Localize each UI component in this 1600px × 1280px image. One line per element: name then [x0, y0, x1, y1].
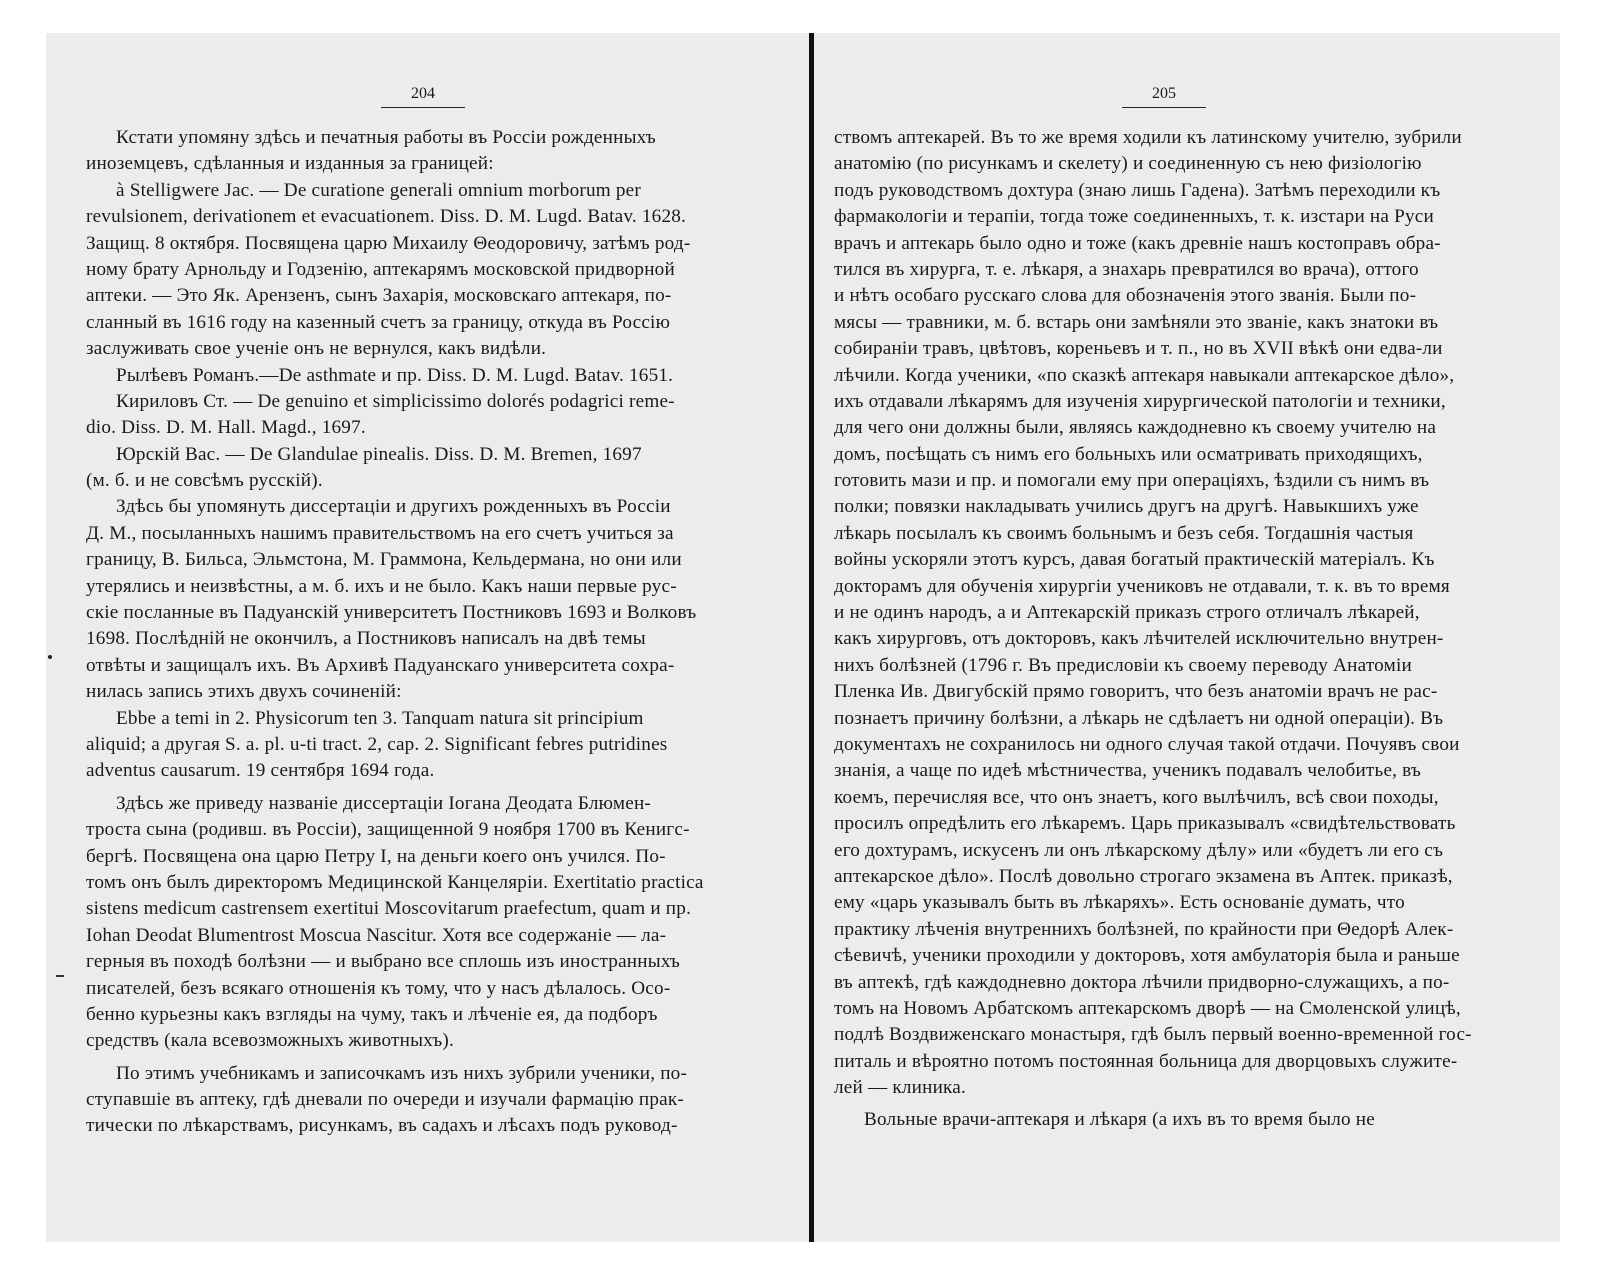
text-line: мясы — травники, м. б. встарь они замѣняли это званіе, какъ знатоки въ — [834, 311, 1439, 333]
text-line: adventus causarum. 19 сентября 1694 года. — [86, 760, 435, 782]
text-line: sistens medicum castrensem exertitui Moscovitarum praefectum, quam и пр. — [86, 898, 692, 920]
text-line: ному брату Арнольду и Годзенію, аптекарямъ московской придворной — [86, 258, 675, 280]
text-line: Юрскій Вас. — De Glandulae pinealis. Diss. D. M. Bremen, 1697 — [116, 443, 642, 465]
text-line: сланный въ 1616 году на казенный счетъ за границу, откуда въ Россію — [86, 311, 671, 333]
page-number-rule — [381, 107, 465, 108]
text-line: Д. М., посыланныхъ нашимъ правительствомъ на его счетъ учиться за — [86, 522, 674, 544]
text-line: à Stelligwere Jac. — De curatione generali omnium morborum per — [116, 179, 641, 201]
page-number: 204 — [411, 85, 435, 102]
text-line: ступавшіе въ аптеку, гдѣ дневали по очереди и изучали фармацію прак- — [86, 1089, 685, 1111]
text-line: подлѣ Воздвиженскаго монастыря, гдѣ былъ первый военно-временной гос- — [834, 1024, 1472, 1046]
text-line: Ebbe a temi in 2. Physicorum ten 3. Tanquam natura sit principium — [116, 707, 644, 729]
text-line: томъ онъ былъ директоромъ Медицинской Канцеляріи. Exertitatio practica — [86, 871, 704, 893]
right-page — [814, 33, 1560, 1242]
text-line: и нѣтъ особаго русскаго слова для обозначенія этого званія. Были по- — [834, 285, 1417, 307]
text-line: нилась запись этихъ двухъ сочиненій: — [86, 681, 402, 703]
text-line: домъ, посѣщать съ нимъ его больныхъ или осматривать приходящихъ, — [834, 443, 1423, 465]
text-line: заслуживать свое ученіе онъ не вернулся, какъ видѣли. — [86, 338, 547, 360]
text-line: Здѣсь же приведу названіе диссертаціи Іогана Деодата Блюмен- — [116, 792, 652, 814]
text-line: томъ на Новомъ Арбатскомъ аптекарскомъ дворѣ — на Смоленской улицѣ, — [834, 997, 1461, 1019]
text-line: его дохтурамъ, искусенъ ли онъ лѣкарскому дѣлу» или «будетъ ли его съ — [834, 839, 1444, 861]
text-line: aliquid; а другая S. a. pl. u-ti tract. 2, cap. 2. Significant febres putridines — [86, 733, 668, 755]
text-line: ему «царь указывалъ быть въ лѣкаряхъ». Есть основаніе думать, что — [834, 892, 1405, 914]
text-line: Кириловъ Ст. — De genuino et simplicissimo dolorés podagrici reme- — [116, 390, 675, 412]
text-line: ихъ отдавали лѣкарямъ для изученія хирургической патологіи и техники, — [834, 390, 1446, 412]
text-line: лѣкарь посылалъ къ своимъ больнымъ и безъ себя. Тогдашнія частыя — [834, 522, 1414, 544]
text-line: практику лѣченія внутреннихъ болѣзней, по крайности при Θедорѣ Алек- — [834, 918, 1454, 940]
text-line: Здѣсь бы упомянуть диссертаціи и другихъ рожденныхъ въ Россіи — [116, 496, 671, 518]
text-line: 1698. Послѣдній не окончилъ, а Постниковъ написалъ на двѣ темы — [86, 628, 646, 650]
text-line: лѣчили. Когда ученики, «по сказкѣ аптекаря навыкали аптекарское дѣло», — [834, 364, 1455, 386]
text-line: сѣевичѣ, ученики проходили у докторовъ, хотя амбулаторія была и раньше — [834, 945, 1460, 967]
text-line: врачъ и аптекарь было одно и тоже (какъ древніе нашъ костоправъ обра- — [834, 232, 1441, 254]
left-page — [46, 33, 809, 1242]
text-line: въ аптекѣ, гдѣ каждодневно доктора лѣчили придворно-служащихъ, а по- — [834, 971, 1450, 993]
text-line: знанія, а чаще по идеѣ мѣстничества, ученикъ подавалъ челобитье, въ — [834, 760, 1422, 782]
text-line: и не одинъ народъ, а и Аптекарскій приказъ строго отличалъ лѣкарей, — [834, 602, 1420, 624]
text-line: какъ хирурговъ, отъ докторовъ, какъ лѣчителей исключительно внутрен- — [834, 628, 1444, 650]
page-text — [86, 125, 776, 1140]
text-line: просилъ опредѣлить его лѣкаремъ. Царь приказывалъ «свидѣтельствовать — [834, 813, 1456, 835]
text-line: отвѣты и защищалъ ихъ. Въ Архивѣ Падуанскаго университета сохра- — [86, 654, 675, 676]
text-line: Вольные врачи-аптекаря и лѣкаря (а ихъ въ то время было не — [864, 1109, 1375, 1131]
text-line: Кстати упомяну здѣсь и печатныя работы въ Россіи рожденныхъ — [116, 127, 656, 148]
text-line: герныя въ походѣ болѣзни — и выбрано все сплошь изъ иностранныхъ — [86, 951, 681, 973]
text-line: питаль и вѣроятно потомъ постоянная больница для дворцовыхъ служите- — [834, 1050, 1458, 1072]
text-line: докторамъ для обученія хирургіи учениковъ не отдавали, т. к. въ то время — [834, 575, 1450, 597]
text-line: познаетъ причину болѣзни, а лѣкарь не сдѣлаетъ ни одной операціи). Въ — [834, 707, 1444, 729]
text-line: Рылѣевъ Романъ.—De asthmate и пр. Diss. D. M. Lugd. Batav. 1651. — [116, 364, 674, 386]
text-line: готовить мази и пр. и помогали ему при операціяхъ, ѣздили съ нимъ въ — [834, 470, 1430, 492]
margin-mark — [48, 655, 52, 659]
text-line: аптеки. — Это Як. Арензенъ, сынъ Захарія, московскаго аптекаря, по- — [86, 285, 672, 307]
text-line: утерялись и неизвѣстны, а м. б. ихъ и не было. Какъ наши первые рус- — [86, 575, 677, 597]
text-line: бергѣ. Посвящена она царю Петру I, на деньги коего онъ учился. По- — [86, 845, 666, 867]
text-line: нихъ болѣзней (1796 г. Въ предисловіи къ своему переводу Анатоміи — [834, 654, 1412, 676]
page-number-rule — [1122, 107, 1206, 108]
text-line: revulsionem, derivationem et evacuationem. Diss. D. M. Lugd. Batav. 1628. — [86, 206, 687, 228]
page-text — [834, 125, 1529, 1134]
text-line: По этимъ учебникамъ и записочкамъ изъ нихъ зубрили ученики, по- — [116, 1062, 688, 1084]
text-line: подъ руководствомъ дохтура (знаю лишь Гадена). Затѣмъ переходили къ — [834, 179, 1441, 201]
text-line: тился въ хирурга, т. е. лѣкаря, а знахарь превратился во врача), оттого — [834, 258, 1419, 280]
text-line: для чего они должны были, являясь каждодневно къ своему учителю на — [834, 417, 1437, 439]
text-line: границу, В. Бильса, Эльмстона, М. Граммона, Кельдермана, но они или — [86, 549, 682, 571]
text-line: аптекарское дѣло». Послѣ довольно строгаго экзамена въ Аптек. приказѣ, — [834, 865, 1453, 887]
text-line: (м. б. и не совсѣмъ русскій). — [86, 470, 323, 492]
text-line: Защищ. 8 октября. Посвящена царю Михаилу Θеодоровичу, затѣмъ род- — [86, 232, 691, 254]
text-line: средствъ (кала всевозможныхъ животныхъ). — [86, 1030, 454, 1052]
text-line: бенно курьезны какъ взгляды на чуму, такъ и лѣченіе ея, да подборъ — [86, 1003, 658, 1025]
text-line: лей — клиника. — [834, 1077, 966, 1099]
text-line: Iohan Deodat Blumentrost Moscua Nascitur. Хотя все содержаніе — ла- — [86, 924, 667, 946]
text-line: коемъ, перечисляя все, что онъ знаетъ, кого вылѣчилъ, всѣ свои походы, — [834, 786, 1439, 808]
margin-mark — [56, 975, 64, 977]
text-line: анатомію (по рисункамъ и скелету) и соединенную съ нею физіологію — [834, 153, 1422, 175]
text-line: собираніи травъ, цвѣтовъ, кореньевъ и т. п., но въ XVII вѣкѣ они едва-ли — [834, 338, 1443, 360]
text-line: dio. Diss. D. M. Hall. Magd., 1697. — [86, 417, 366, 439]
text-line: скіе посланные въ Падуанскій университетъ Постниковъ 1693 и Волковъ — [86, 602, 697, 624]
text-line: иноземцевъ, сдѣланныя и изданныя за границей: — [86, 153, 494, 175]
text-line: троста сына (родивш. въ Россіи), защищенной 9 ноября 1700 въ Кенигс- — [86, 819, 690, 841]
text-line: войны ускоряли этотъ курсъ, давая богатый практическій матеріалъ. Къ — [834, 549, 1435, 571]
text-line: тически по лѣкарствамъ, рисункамъ, въ садахъ и лѣсахъ подъ руковод- — [86, 1115, 678, 1137]
text-line: документахъ не сохранилось ни одного случая такой отдачи. Почуявъ свои — [834, 733, 1460, 755]
page-number: 205 — [1152, 85, 1176, 102]
text-line: фармакологіи и терапіи, тогда тоже соединенныхъ, т. к. изстари на Руси — [834, 206, 1434, 228]
text-line: полки; повязки накладывать учились другъ на другѣ. Навыкшихъ уже — [834, 496, 1419, 518]
text-line: ствомъ аптекарей. Въ то же время ходили къ латинскому учителю, зубрили — [834, 127, 1462, 148]
text-line: писателей, безъ всякаго отношенія къ тому, что у насъ дѣлалось. Осо- — [86, 977, 671, 999]
text-line: Пленка Ив. Двигубскій прямо говоритъ, что безъ анатоміи врачъ не рас- — [834, 681, 1438, 703]
